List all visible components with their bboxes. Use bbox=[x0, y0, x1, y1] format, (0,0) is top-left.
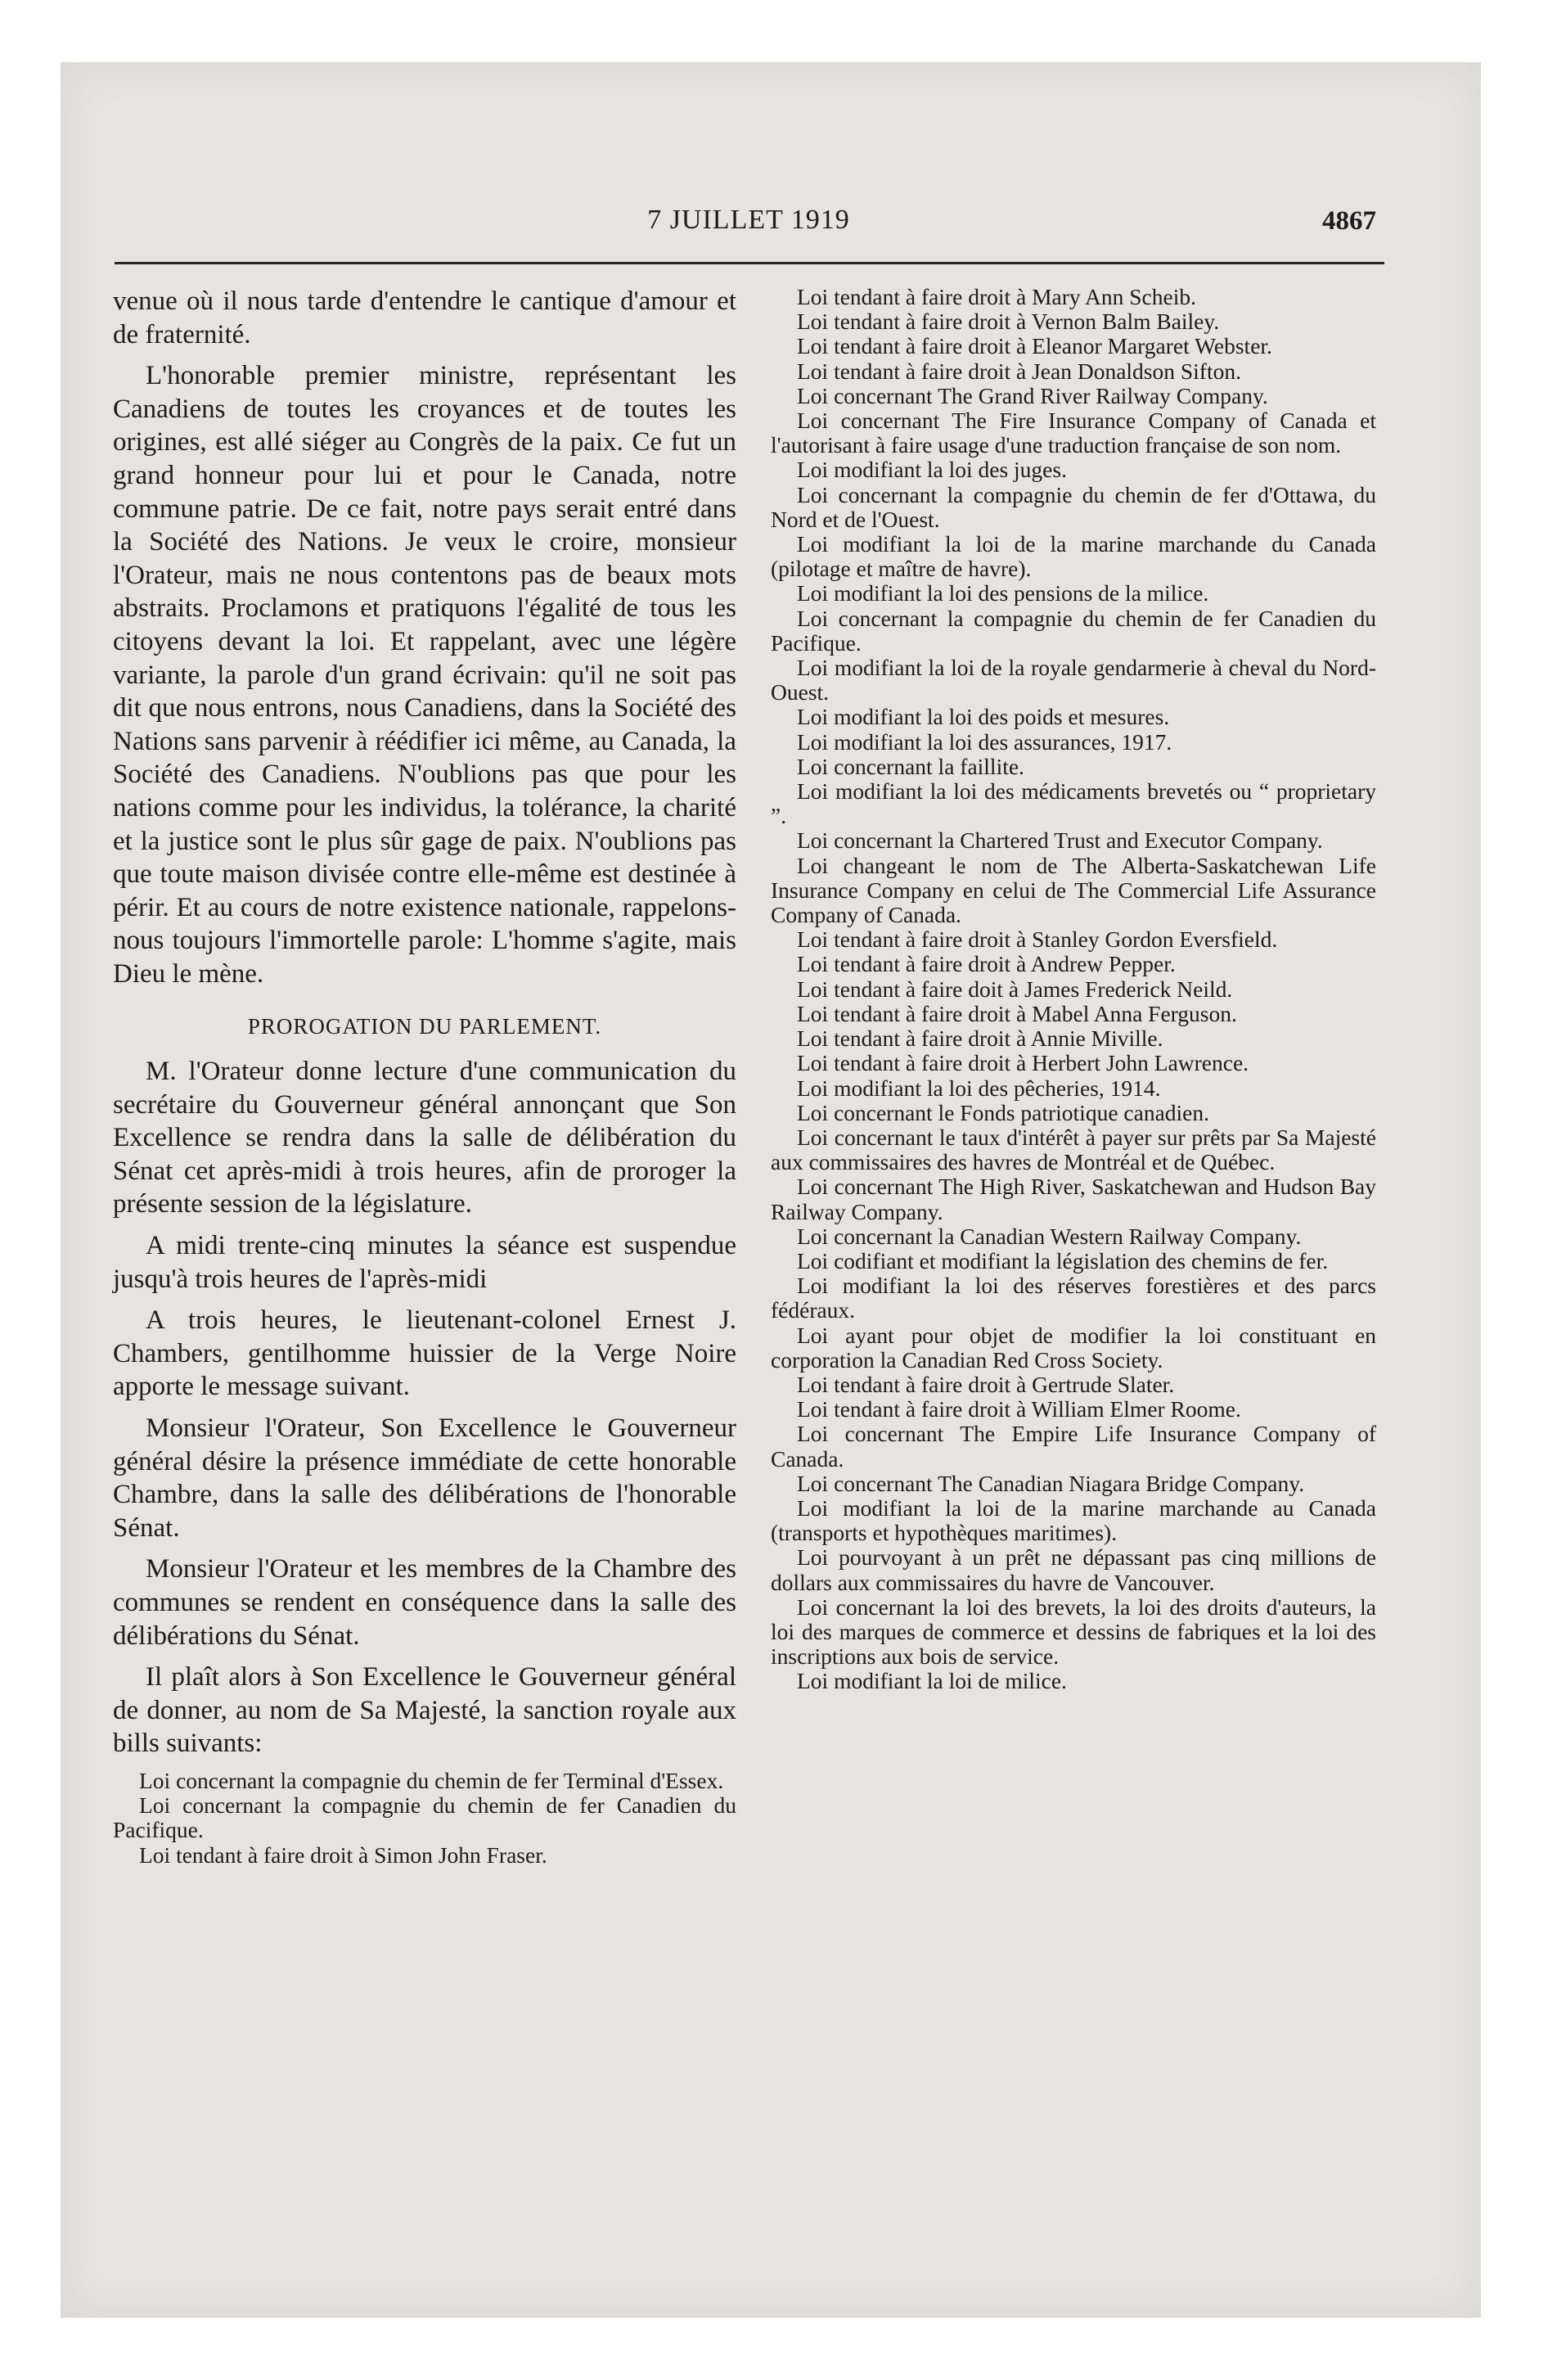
bill-item: Loi modifiant la loi des réserves forestières et des parcs fédéraux. bbox=[771, 1273, 1376, 1323]
bill-item: Loi tendant à faire droit à Mabel Anna Ferguson. bbox=[797, 1000, 1237, 1026]
bill-item: Loi tendant à faire droit à Andrew Pepper. bbox=[797, 951, 1176, 977]
bill-item: Loi modifiant la loi de la royale gendarmerie à cheval du Nord-Ouest. bbox=[771, 655, 1376, 705]
bill-item: Loi concernant la Canadian Western Railway Company. bbox=[797, 1223, 1302, 1249]
bill-item: Loi concernant la compagnie du chemin de fer Canadien du Pacifique. bbox=[113, 1792, 736, 1843]
bill-item: Loi concernant la loi des brevets, la loi des droits d'auteurs, la loi des marques de commerce et dessins de fabriques et la loi des inscriptions aux bois de service. bbox=[771, 1593, 1376, 1670]
bill-item: Loi tendant à faire droit à Mary Ann Scheib. bbox=[797, 284, 1196, 309]
bill-item: Loi concernant The Empire Life Insurance Company of Canada. bbox=[771, 1421, 1376, 1472]
header-rule bbox=[115, 262, 1384, 264]
bill-item: Loi tendant à faire droit à Jean Donaldson Sifton. bbox=[797, 358, 1241, 384]
paragraph: venue où il nous tarde d'entendre le cantique d'amour et de fraternité. bbox=[113, 286, 736, 349]
header-date: 7 JUILLET 1919 bbox=[647, 205, 850, 235]
bill-item: Loi concernant The Canadian Niagara Bridge Company. bbox=[797, 1470, 1305, 1496]
bill-list-left bbox=[113, 1769, 736, 1868]
bill-item: Loi concernant The High River, Saskatchewan and Hudson Bay Railway Company. bbox=[771, 1174, 1376, 1224]
bill-item: Loi modifiant la loi des médicaments brevetés ou “ proprietary ”. bbox=[771, 778, 1376, 829]
bill-item: Loi modifiant la loi des assurances, 1917. bbox=[797, 728, 1172, 755]
bill-item: Loi modifiant la loi des poids et mesures. bbox=[797, 704, 1170, 730]
bill-item: Loi concernant le taux d'intérêt à payer sur prêts par Sa Majesté aux commissaires des havres de Montréal et de Québec. bbox=[771, 1124, 1376, 1175]
right-column bbox=[771, 285, 1376, 1694]
bill-item: Loi changeant le nom de The Alberta-Saskatchewan Life Insurance Company en celui de The Commercial Life Assurance Company of Canada. bbox=[771, 852, 1376, 928]
bill-item: Loi concernant la Chartered Trust and Executor Company. bbox=[797, 827, 1323, 854]
bill-item: Loi modifiant la loi de la marine marchande du Canada (pilotage et maître de havre). bbox=[771, 531, 1376, 582]
left-column bbox=[113, 285, 736, 1868]
bill-item: Loi modifiant la loi des pêcheries, 1914. bbox=[797, 1075, 1161, 1101]
bill-item: Loi concernant la faillite. bbox=[797, 753, 1024, 779]
bill-item: Loi tendant à faire droit à Stanley Gordon Eversfield. bbox=[797, 926, 1278, 953]
bill-item: Loi tendant à faire droit à Simon John Fraser. bbox=[139, 1841, 547, 1868]
bill-item: Loi tendant à faire droit à Annie Miville. bbox=[797, 1025, 1163, 1052]
paragraph: Monsieur l'Orateur et les membres de la Chambre des communes se rendent en conséquence dans la salle des délibérations du Sénat. bbox=[113, 1554, 736, 1651]
bill-item: Loi tendant à faire droit à William Elmer Roome. bbox=[797, 1396, 1241, 1422]
bill-item: Loi codifiant et modifiant la législation des chemins de fer. bbox=[797, 1247, 1329, 1273]
paragraph: M. l'Orateur donne lecture d'une communication du secrétaire du Gouverneur général annonçant que Son Excellence se rendra dans la salle de délibération du Sénat cet après-midi à trois heures, afin de proroger la présente session de la législature. bbox=[113, 1057, 736, 1219]
paragraph: L'honorable premier ministre, représentant les Canadiens de toutes les croyances et de toutes les origines, est allé siéger au Congrès de la paix. Ce fut un grand honneur pour lui et pour le Canada, notre commune patrie. De ce fait, notre pays serait entré dans la Société des Nations. Je veux le croire, monsieur l'Orateur, mais ne nous contentons pas de beaux mots abstraits. Proclamons et pratiquons l'égalité de tous les citoyens devant la loi. Et rappelant, avec une légère variante, la parole d'un grand écrivain: qu'il ne soit pas dit que nous entrons, nous Canadiens, dans la Société des Nations sans parvenir à réédifier ici même, au Canada, la Société des Canadiens. N'oublions pas que pour les nations comme pour les individus, la tolérance, la charité et la justice sont le plus sûr gage de paix. N'oublions pas que toute maison divisée contre elle-même est destinée à périr. Et au cours de notre existence nationale, rappelons-nous toujours l'immortelle parole: L'homme s'agite, mais Dieu le mène. bbox=[113, 361, 736, 989]
paragraph: Il plaît alors à Son Excellence le Gouverneur général de donner, au nom de Sa Majesté, la sanction royale aux bills suivants: bbox=[113, 1662, 736, 1759]
bill-item: Loi concernant The Fire Insurance Company of Canada et l'autorisant à faire usage d'une traduction française de son nom. bbox=[771, 408, 1376, 458]
bill-item: Loi concernant la compagnie du chemin de fer Terminal d'Essex. bbox=[139, 1767, 724, 1793]
bill-item: Loi ayant pour objet de modifier la loi constituant en corporation la Canadian Red Cross Society. bbox=[771, 1322, 1376, 1373]
section-heading: PROROGATION DU PARLEMENT. bbox=[247, 1014, 602, 1039]
bill-item: Loi tendant à faire droit à Vernon Balm Bailey. bbox=[797, 309, 1220, 335]
bill-item: Loi tendant à faire droit à Eleanor Margaret Webster. bbox=[797, 333, 1272, 359]
bill-item: Loi concernant The Grand River Railway Company. bbox=[797, 382, 1268, 408]
bill-item: Loi concernant le Fonds patriotique canadien. bbox=[797, 1099, 1209, 1125]
bill-item: Loi tendant à faire droit à Gertrude Slater. bbox=[797, 1371, 1175, 1397]
bill-item: Loi modifiant la loi des juges. bbox=[797, 457, 1067, 483]
paragraph: A trois heures, le lieutenant-colonel Ernest J. Chambers, gentilhomme huissier de la Verge Noire apporte le message suivant. bbox=[113, 1305, 736, 1402]
paragraph: Monsieur l'Orateur, Son Excellence le Gouverneur général désire la présence immédiate de cette honorable Chambre, dans la salle des délibérations de l'honorable Sénat. bbox=[113, 1413, 736, 1543]
bill-item: Loi concernant la compagnie du chemin de fer d'Ottawa, du Nord et de l'Ouest. bbox=[771, 481, 1376, 532]
bill-item: Loi modifiant la loi des pensions de la milice. bbox=[797, 580, 1209, 606]
bill-item: Loi modifiant la loi de milice. bbox=[797, 1668, 1067, 1694]
bill-item: Loi tendant à faire droit à Herbert John Lawrence. bbox=[797, 1050, 1249, 1076]
bill-item: Loi pourvoyant à un prêt ne dépassant pas cinq millions de dollars aux commissaires du havre de Vancouver. bbox=[771, 1544, 1376, 1595]
bill-item: Loi concernant la compagnie du chemin de fer Canadien du Pacifique. bbox=[771, 605, 1376, 656]
page-number: 4867 bbox=[1322, 206, 1376, 236]
paragraph: A midi trente-cinq minutes la séance est suspendue jusqu'à trois heures de l'après-midi bbox=[113, 1231, 736, 1294]
bill-item: Loi modifiant la loi de la marine marchande au Canada (transports et hypothèques maritimes). bbox=[771, 1494, 1376, 1546]
page-header bbox=[115, 205, 1383, 254]
bill-item: Loi tendant à faire doit à James Frederick Neild. bbox=[797, 976, 1233, 1002]
